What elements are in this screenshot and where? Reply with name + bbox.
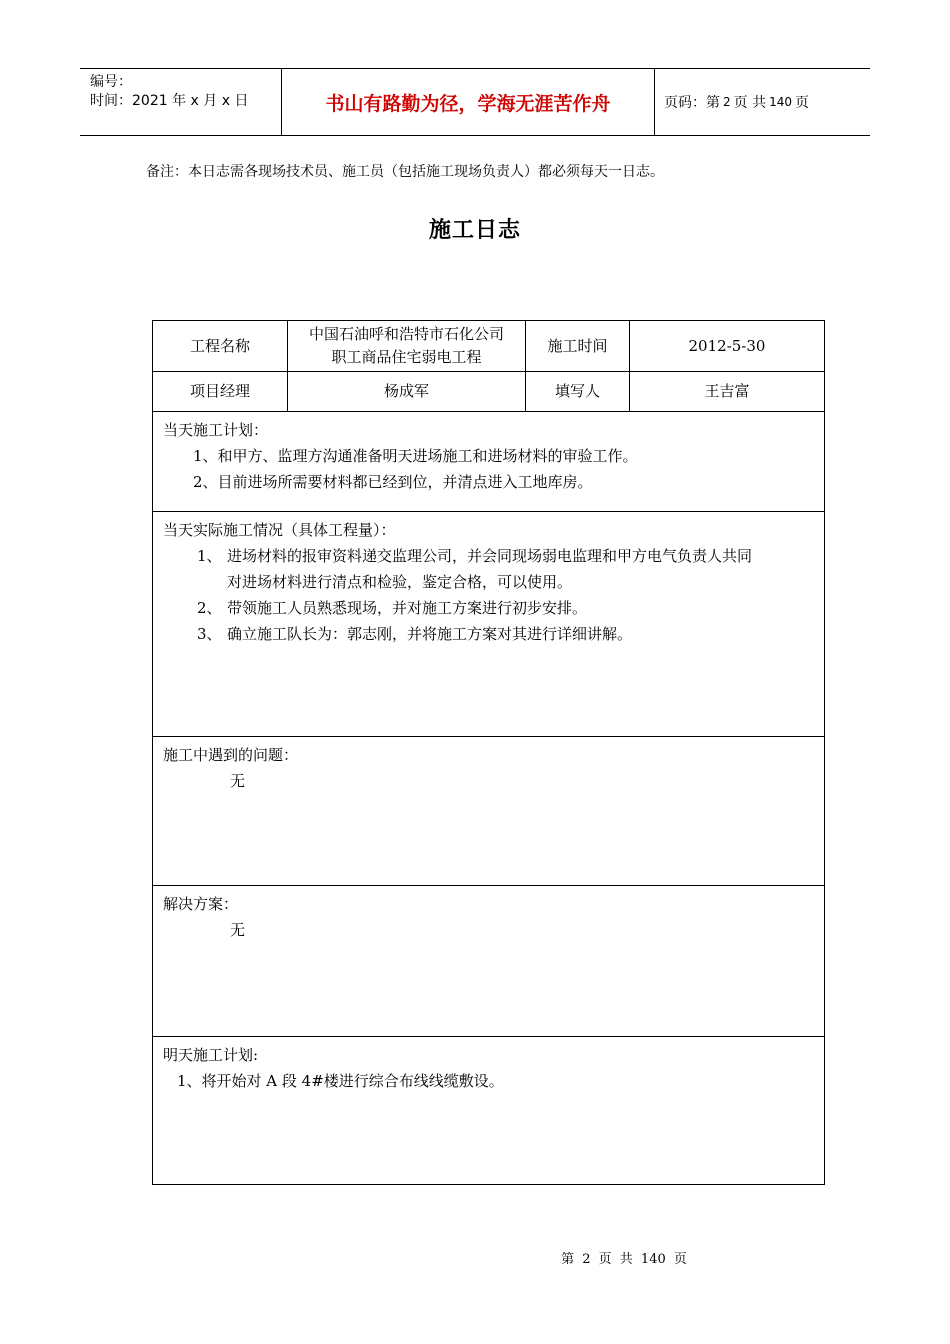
page-mid: 页 共: [733, 95, 767, 111]
list-item-number: 1、: [197, 547, 222, 565]
header-divider: [654, 69, 655, 135]
info-row-project: [153, 321, 824, 372]
construction-time-value: 2012-5-30: [688, 336, 766, 355]
project-name-label: 工程名称: [153, 321, 288, 371]
list-item: [163, 595, 814, 621]
project-name-line2: 职工商品住宅弱电工程: [331, 348, 482, 366]
page-suffix: 页: [795, 95, 809, 111]
today-plan-section: [153, 412, 824, 512]
info-row-people: [153, 372, 824, 412]
construction-time-label: 施工时间: [526, 321, 630, 371]
header-meta: [90, 73, 248, 111]
list-item: 1、和甲方、监理方沟通准备明天进场施工和进场材料的审验工作。: [193, 447, 638, 465]
number-label: 编号：: [90, 74, 132, 90]
list-item-number: 2、: [197, 599, 222, 617]
problems-value: 无: [230, 772, 246, 790]
construction-log-table: [152, 320, 825, 1185]
list-item: [163, 543, 814, 569]
list-item-continuation: 对进场材料进行清点和检验，鉴定合格，可以使用。: [227, 573, 573, 591]
project-manager-label: 项目经理: [153, 372, 288, 411]
time-text: 时间：2021 年 x 月 x 日: [90, 93, 249, 109]
list-item: 2、目前进场所需要材料都已经到位，并清点进入工地库房。: [193, 473, 593, 491]
list-item: 1、将开始对 A 段 4#楼进行综合布线线缆敷设。: [177, 1072, 504, 1090]
list-item: [163, 621, 814, 647]
solutions-heading: 解决方案：: [163, 895, 239, 913]
header-motto: 书山有路勤为径，学海无涯苦作舟: [325, 92, 611, 115]
list-item-text: 进场材料的报审资料递交监理公司，并会同现场弱电监理和甲方电气负责人共同: [227, 547, 753, 565]
page-footer: 第 2 页 共 140 页: [561, 1252, 687, 1267]
tomorrow-plan-heading: 明天施工计划:: [163, 1046, 259, 1064]
header-page-counter: [664, 69, 809, 135]
remark-note: 备注：本日志需各现场技术员、施工员（包括施工现场负责人）都必须每天一日志。: [146, 164, 664, 180]
page-total: 140: [769, 95, 792, 109]
actual-work-heading: 当天实际施工情况（具体工程量）：: [163, 521, 396, 539]
project-manager-value: 杨成军: [288, 372, 526, 411]
list-item-text: 确立施工队长为：郭志刚，并将施工方案对其进行详细讲解。: [227, 625, 633, 643]
project-name-line1: 中国石油呼和浩特市石化公司: [308, 325, 504, 343]
problems-heading: 施工中遇到的问题：: [163, 746, 299, 764]
list-item-text: 带领施工人员熟悉现场，并对施工方案进行初步安排。: [227, 599, 588, 617]
tomorrow-plan-section: [153, 1037, 824, 1184]
page-number: 2: [723, 95, 731, 109]
project-name-value: [288, 321, 526, 371]
today-plan-heading: 当天施工计划：: [163, 421, 269, 439]
filler-value: 王吉富: [704, 382, 750, 400]
problems-section: [153, 737, 824, 886]
actual-work-section: [153, 512, 824, 737]
document-header: [80, 68, 870, 136]
filler-label: 填写人: [526, 372, 630, 411]
list-item-number: 3、: [197, 625, 222, 643]
page-prefix: 页码：第: [664, 95, 720, 111]
solutions-value: 无: [230, 921, 246, 939]
page-title: 施工日志: [428, 218, 521, 243]
solutions-section: [153, 886, 824, 1037]
